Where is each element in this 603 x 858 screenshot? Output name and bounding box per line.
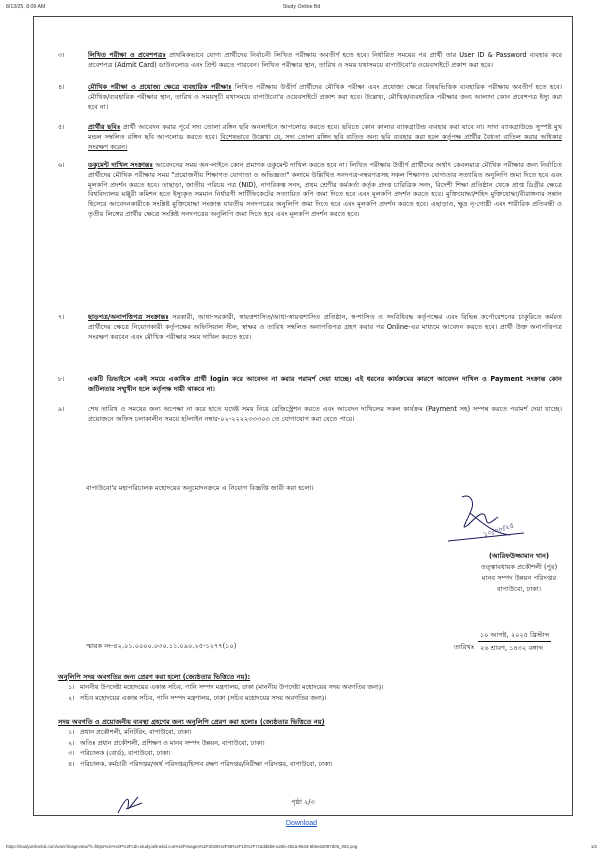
issue-date xyxy=(478,629,551,654)
clause-number: ৫। xyxy=(58,123,65,131)
print-header xyxy=(6,4,597,14)
clause-emphasis: বিশেষভাবে উল্লেখ্য যে, সদ্য তোলা রঙ্গিন ছবি ব্যতিত অন্য ছবি ব্যবহার করা হলে কর্তৃপক্ষ প্রার্থীর বৈধতা বাতিল করার অধিকার সংরক্ষণ করেন। xyxy=(88,132,562,151)
clause-heading: প্রার্থীর ছবিঃ xyxy=(88,123,121,131)
copy-action-title: সদয় অবগতি ও প্রয়োজনীয় ব্যবস্থা গ্রহণের জন্য অনুলিপি প্রেরণ করা হলোঃ (জ্যেষ্ঠতার ভিত্তিতে নয়) xyxy=(58,718,325,726)
clause-text: আবেদনের সময় অন-লাইনে কোন প্রমাণক ডকুমেন্ট দাখিল করতে হবে না। লিখিত পরীক্ষায় উত্তীর্ণ প্রার্থীদের অর্থাৎ কেবলমাত্র মৌখিক পরীক্ষার জন্য নির্বাচিত প্রার্থীদের মৌখিক পরীক্ষার সময় "প্রয়োজনীয় শিক্ষাগত যোগ্যতা ও অভিজ্ঞতা" কলামে উল্লিখিত সনদপত্র-নম্বরপত্রসহ সকল শিক্ষাগত যোগ্যতার সত্যায়িত অনুলিপি জমা দিতে হবে এবং মূলকপি প্রদর্শন করতে হবে। তাছাড়া, জাতীয় পরিচয় পত্র (NID), নাগরিকত্ব সনদ, প্রথম শ্রেণীর কর্মকর্তা কর্তৃক প্রদত্ত চারিত্রিক সনদ, বিদেশী শিক্ষা প্রতিষ্ঠান থেকে প্রাপ্ত ডিগ্রীর ক্ষেত্রে বিশ্ববিদ্যালয় মঞ্জুরী কমিশন হতে ইস্যুকৃত সমমান নির্ধারণী সার্টিফিকেটের সত্যায়িত কপি জমা দিতে হবে এবং মূলকপি প্রদর্শন করতে হবে। মুক্তিযোদ্ধা/শহিদ মুক্তিযোদ্ধা/বীরাঙ্গনার সন্তান হিসেবে আবেদনকারীকে সংশ্লিষ্ট মুক্তিযোদ্ধা সংক্রান্ত যাবতীয় সনদপত্রের অনুলিপি জমা দিতে হবে এবং মূলকপি প্রদর্শন করতে হবে। এছাড়াও, ক্ষুদ্র নৃ-গোষ্ঠী এবং শারীরিক প্রতিবন্ধী ও তৃতীয় লিঙ্গের প্রার্থীর ক্ষেত্রে সংশ্লিষ্ট সনদপত্রের অনুলিপি জমা দিতে হবে এবং মূলকপি প্রদর্শন করতে হবে। xyxy=(88,161,562,218)
signer-office: মানব সম্পদ উন্নয়ন পরিদপ্তর xyxy=(481,574,557,582)
memo-number: স্মারক নং-৪২.০১.০০০০.০৩০.১১.০৯০.২৫-১২৭৭(১০) xyxy=(86,642,237,650)
date-label: তারিখঃ xyxy=(454,643,475,651)
clause-text: সরকারী, আধা-সরকারী, স্বায়ত্তশাসিত/আধা-স্বায়ত্তশাসিত প্রতিষ্ঠান, স্ব-শাসিত ও সংবিধিবদ্ধ কর্তৃপক্ষের এবং বিভিন্ন কর্পোরেশনের চাকুরিতে কর্মরত প্রার্থীদের ক্ষেত্রে নিয়োগকারী কর্তৃপক্ষের অফিসিয়াল সীল, স্বাক্ষর ও তারিখ সম্বলিত অনাপত্তিপত্র গ্রহণ করার পর Online-এর মাধ্যমে আবেদন করতে হবে। প্রার্থী উক্ত অনাপত্তিপত্র সংরক্ষণ করবেন এবং মৌখিক পরীক্ষার সময় দাখিল করতে হবে। xyxy=(88,313,562,341)
signer-designation: তত্ত্বাবধায়ক প্রকৌশলী (পুর) xyxy=(480,563,558,571)
document-page xyxy=(33,16,573,816)
approval-statement: বাপাউবো'র মহাপরিচালক মহোদয়ের অনুমোদনক্রমে এ নিয়োগ বিজ্ঞপ্তি জারী করা হলো। xyxy=(86,484,314,492)
clause-8 xyxy=(58,375,562,395)
clause-6 xyxy=(58,161,562,220)
clause-3 xyxy=(58,51,562,71)
print-site-title: Study Online Bd xyxy=(282,4,321,10)
print-timestamp: 8/13/25, 8:09 AM xyxy=(6,4,46,10)
list-item: ২। অতিঃ প্রধান প্রকৌশলী, প্রশিক্ষণ ও মানব সম্পদ উন্নয়ন, বাপাউবো, ঢাকা। xyxy=(68,738,265,747)
clause-number: ৪। xyxy=(58,83,65,91)
clause-9 xyxy=(58,405,562,425)
download-link[interactable]: Download xyxy=(285,820,318,827)
list-item: ১। প্রধান প্রকৌশলী, মনিটরিং, বাপাউবো, ঢাকা। xyxy=(68,728,192,736)
list-item: ৪। পরিচালক, কর্মচারী পরিদপ্তর/অর্থ পরিদপ্তর/হিসাব রক্ষণ পরিদপ্তর/নিরীক্ষা পরিদপ্তর, বাপাউবো, ঢাকা। xyxy=(68,759,333,768)
print-footer xyxy=(6,844,597,854)
clause-text: শেষ তারিখ ও সময়ের জন্য অপেক্ষা না করে হাতে যথেষ্ট সময় নিয়ে রেজিস্ট্রেশন করতে এবং আবেদন দাখিলের সকল কার্যক্রম (Payment সহ) সম্পন্ন করতে পরামর্শ দেয়া যাচ্ছে। প্রয়োজনে অফিস চলাকালীন সময়ে হটলাইন নম্বার-০২-২২২২৩৩৩০৩ তে যোগাযোগ করা যেতে পারে। xyxy=(88,405,562,423)
list-item: ৩। পরিচালক (বোর্ড), বাপাউবো, ঢাকা। xyxy=(68,749,171,757)
clause-heading: মৌখিক পরীক্ষা ও প্রযোজ্য ক্ষেত্রে ব্যবহারিক পরীক্ষাঃ xyxy=(88,83,232,91)
date-bangla: ২৬ শ্রাবণ, ১৪৩২ বঙ্গাব্দ xyxy=(480,644,544,652)
clause-number: ৭। xyxy=(58,313,65,321)
copy-info-list xyxy=(68,682,568,703)
clause-heading: ছাড়পত্র/অনাপত্তিপত্র সংক্রান্তঃ xyxy=(88,313,169,321)
clause-heading: লিখিত পরীক্ষা ও প্রবেশপত্রঃ xyxy=(88,51,166,59)
date-gregorian: ১০ আগষ্ট, ২০২৫ খ্রিস্টাব্দ xyxy=(478,629,551,642)
page-number: পৃষ্ঠা ২/৩ xyxy=(291,798,315,806)
clause-heading: ডকুমেন্ট দাখিল সংক্রান্তঃ xyxy=(88,161,153,169)
signature-image xyxy=(440,491,530,553)
clause-text: লিখিত পরীক্ষায় উত্তীর্ণ প্রার্থীদের মৌখিক পরীক্ষা এবং প্রযোজ্য ক্ষেত্রে বিষয়ভিত্তিক ব্যবহারিক পরীক্ষায় অবতীর্ণ হতে হবে। মৌখিক/ব্যবহারিক পরীক্ষার স্থান, তারিখ ও সময়সূচী যথাসময়ে বাপাউবো'র ওয়েবসাইটে প্রকাশ করা হবে। উল্লেখ্য, মৌখিক/ব্যবহারিক পরীক্ষার জন্য আলাদা কোন প্রবেশপত্র ইস্যু করা হবে না। xyxy=(88,83,563,111)
list-item: ১। মাননীয় উপদেষ্টা মহোদয়ের একান্ত সচিব, পানি সম্পদ মন্ত্রণালয়, ঢাকা (মাননীয় উপদেষ্টা মহোদয়ের সদয় অবগতির জন্য)। xyxy=(68,683,384,691)
clause-number: ৯। xyxy=(58,405,65,413)
list-item: ২। সচিব মহোদয়ের একান্ত সচিব, পানি সম্পদ মন্ত্রণালয়, ঢাকা (সচিব মহোদয়ের সদয় অবগতির জন্য)। xyxy=(68,693,327,702)
clause-number: ৬। xyxy=(58,161,65,169)
clause-text: প্রার্থী আবেদন করার পূর্বে সদ্য তোলা রঙ্গিন ছবি অনলাইনে আপলোড করতে হবে। ছবিতে কোন কালার ব্যাকগ্রাউন্ড ব্যবহার করা যাবে না। সাদা ব্যাকগ্রাউন্ডে সুস্পষ্ট মুখ মন্ডল সম্বলিত রঙ্গিন ছবি আপলোড করতে হবে। xyxy=(88,123,562,141)
signer-block xyxy=(464,551,574,595)
clause-emphasis: একটি ডিভাইসে একই সময়ে একাধিক প্রার্থী login করে আবেদন না করার পরামর্শ দেয়া যাচ্ছে। এই ধরনের কার্যক্রমের কারণে আবেদন দাখিল ও Payment সংক্রান্ত কোন জটিলতার সম্মুখীন হলে কর্তৃপক্ষ দায়ী থাকবে না। xyxy=(88,375,562,393)
copy-action-list xyxy=(68,727,568,769)
clause-text: প্রাথমিকভাবে যোগ্য প্রার্থীদের নির্বাচনী লিখিত পরীক্ষায় অবতীর্ণ হতে হবে। নির্ধারিত সময়ের পর প্রার্থী তার User ID & Password ব্যবহার করে প্রবেশপত্র (Admit Card) ডাউনলোড এবং প্রিন্ট করতে পারবেন। লিখিত পরীক্ষার স্থান, তারিখ ও সময় যথাসময়ে বাপাউবো'র ওয়েবসাইটে প্রকাশ করা হবে। xyxy=(88,51,562,69)
clause-7 xyxy=(58,313,562,342)
copy-info-title: অনুলিপি সদয় অবগতির জন্য প্রেরণ করা হলো (জ্যেষ্ঠতার ভিত্তিতে নয়): xyxy=(58,673,251,681)
clause-number: ৮। xyxy=(58,375,65,383)
print-page-number: 1/2 xyxy=(590,844,597,849)
clause-5 xyxy=(58,123,562,152)
print-url: https://studyonlinebd.com/user/imageview/?i=https%3A%2F%2Fcdn.studyonlinebd.com%2Fimages%2F2025%2F08%2F10%2F7c6dd5b8-a26b-452a-8643-6b5e62087d05_002.png xyxy=(6,844,358,849)
clause-number: ৩। xyxy=(58,51,65,59)
signer-location: বাপাউবো, ঢাকা। xyxy=(496,585,542,593)
clause-4 xyxy=(58,83,562,112)
signer-name: (আরিফউজ্জামান খান) xyxy=(488,552,549,560)
signature-date: ১০/০৮/২৫ xyxy=(482,521,516,539)
